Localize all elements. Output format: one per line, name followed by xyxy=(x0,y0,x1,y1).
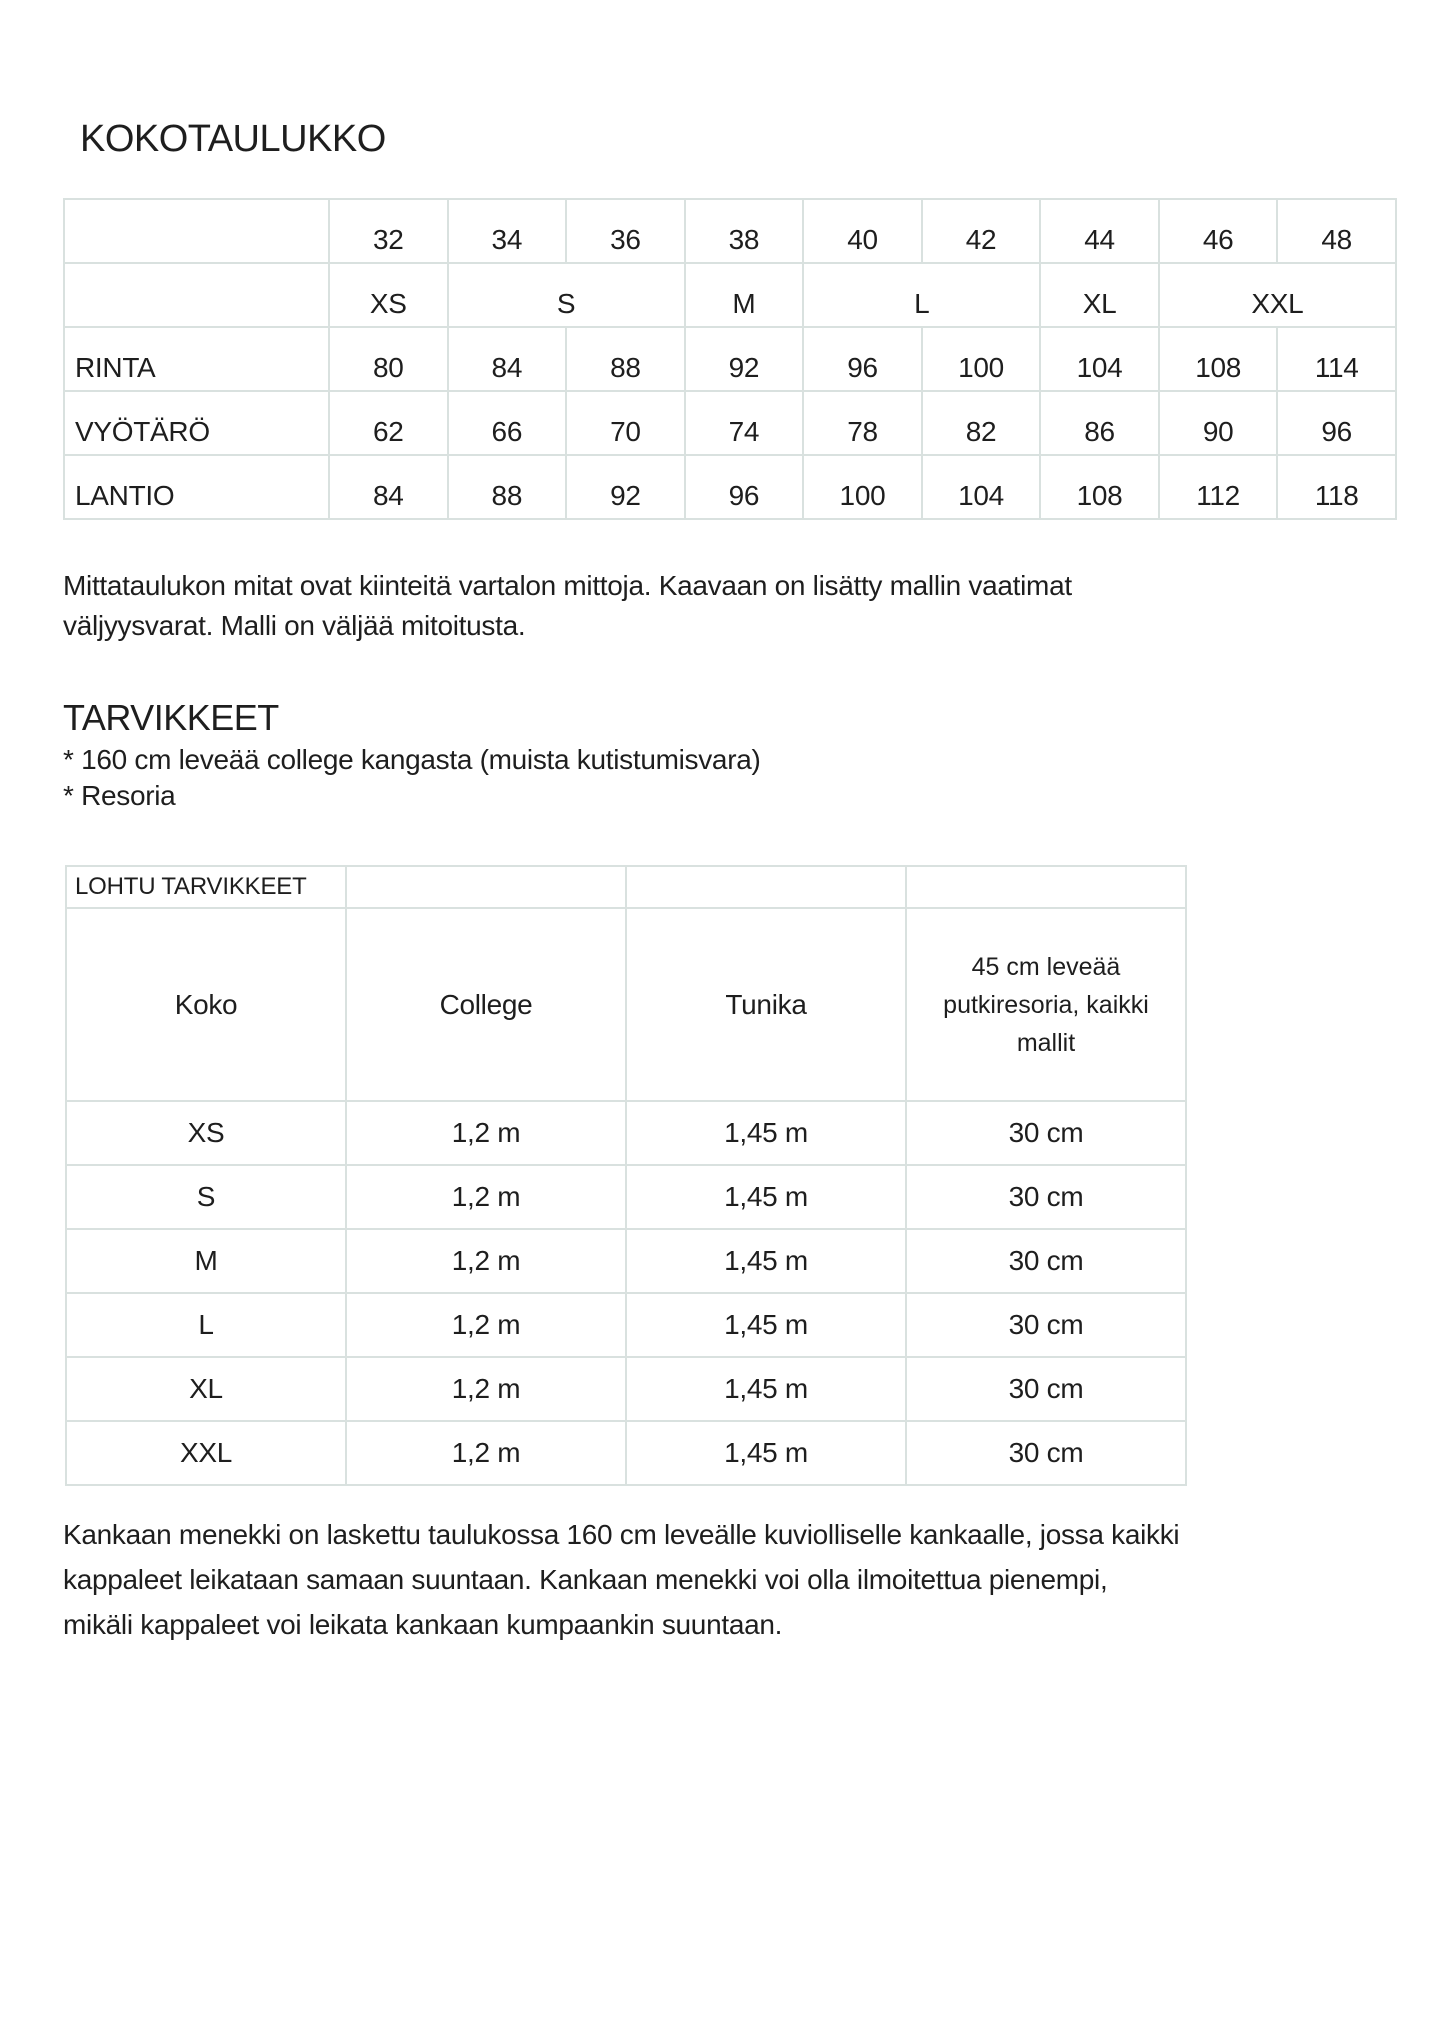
measurement-value-cell: 96 xyxy=(685,455,804,519)
size-number-header-cell: 44 xyxy=(1040,199,1159,263)
size-table-body xyxy=(64,199,1396,519)
fabric-value-cell: 1,45 m xyxy=(626,1229,906,1293)
measurement-value-cell: 74 xyxy=(685,391,804,455)
measurement-value-cell: 100 xyxy=(922,327,1041,391)
supplies-heading: TARVIKKEET xyxy=(63,697,279,738)
measurement-value-cell: 108 xyxy=(1159,327,1278,391)
fabric-value-cell: 1,45 m xyxy=(626,1357,906,1421)
size-letter-header-cell: M xyxy=(685,263,804,327)
measurement-value-cell: 104 xyxy=(922,455,1041,519)
measurement-value-cell: 108 xyxy=(1040,455,1159,519)
fabric-value-cell: 1,45 m xyxy=(626,1165,906,1229)
measurement-value-cell: 96 xyxy=(803,327,922,391)
measurement-value-cell: 66 xyxy=(448,391,567,455)
fabric-value-cell: 1,45 m xyxy=(626,1101,906,1165)
fabric-consumption-note-line: Kankaan menekki on laskettu taulukossa 160 cm leveälle kuviolliselle kankaalle, jossa kaikki xyxy=(63,1519,1180,1550)
fabric-value-cell: 1,2 m xyxy=(346,1293,626,1357)
measurement-label-cell: RINTA xyxy=(64,327,329,391)
fabric-data-row xyxy=(66,1357,1186,1421)
measurement-note-line: Mittataulukon mitat ovat kiinteitä vartalon mittoja. Kaavaan on lisätty mallin vaatimat xyxy=(63,570,1072,601)
fabric-title-empty-cell xyxy=(346,866,626,908)
measurement-value-cell: 78 xyxy=(803,391,922,455)
fabric-value-cell: 1,2 m xyxy=(346,1421,626,1485)
fabric-value-cell: 30 cm xyxy=(906,1293,1186,1357)
size-number-header-cell: 40 xyxy=(803,199,922,263)
fabric-title-row xyxy=(66,866,1186,908)
fabric-value-cell: 1,45 m xyxy=(626,1293,906,1357)
size-letter-header-cell: L xyxy=(803,263,1040,327)
measurement-value-cell: 84 xyxy=(448,327,567,391)
fabric-consumption-note xyxy=(63,1512,1179,1647)
fabric-data-row xyxy=(66,1165,1186,1229)
measurement-value-cell: 104 xyxy=(1040,327,1159,391)
size-table-container xyxy=(63,198,1397,520)
measurement-value-cell: 92 xyxy=(566,455,685,519)
fabric-header-row xyxy=(66,908,1186,1101)
fabric-consumption-note-line: mikäli kappaleet voi leikata kankaan kumpaankin suuntaan. xyxy=(63,1609,783,1640)
fabric-data-row xyxy=(66,1421,1186,1485)
fabric-value-cell: 1,2 m xyxy=(346,1229,626,1293)
fabric-size-cell: S xyxy=(66,1165,346,1229)
measurement-row xyxy=(64,455,1396,519)
fabric-size-cell: XS xyxy=(66,1101,346,1165)
measurement-value-cell: 88 xyxy=(566,327,685,391)
measurement-value-cell: 90 xyxy=(1159,391,1278,455)
page-title: KOKOTAULUKKO xyxy=(80,118,386,160)
fabric-data-row xyxy=(66,1101,1186,1165)
measurement-value-cell: 114 xyxy=(1277,327,1396,391)
measurement-value-cell: 84 xyxy=(329,455,448,519)
size-table-corner-cell xyxy=(64,263,329,327)
fabric-value-cell: 30 cm xyxy=(906,1357,1186,1421)
fabric-data-row xyxy=(66,1229,1186,1293)
fabric-table xyxy=(65,865,1187,1486)
fabric-value-cell: 30 cm xyxy=(906,1229,1186,1293)
measurement-value-cell: 88 xyxy=(448,455,567,519)
measurement-row xyxy=(64,391,1396,455)
measurement-label-cell: LANTIO xyxy=(64,455,329,519)
size-number-header-cell: 48 xyxy=(1277,199,1396,263)
size-number-header-cell: 36 xyxy=(566,199,685,263)
fabric-data-row xyxy=(66,1293,1186,1357)
size-letter-header-row xyxy=(64,263,1396,327)
fabric-header-cell: College xyxy=(346,908,626,1101)
fabric-size-cell: XXL xyxy=(66,1421,346,1485)
fabric-value-cell: 30 cm xyxy=(906,1101,1186,1165)
size-letter-header-cell: XS xyxy=(329,263,448,327)
size-number-header-cell: 46 xyxy=(1159,199,1278,263)
size-table xyxy=(63,198,1397,520)
fabric-size-cell: XL xyxy=(66,1357,346,1421)
measurement-note xyxy=(63,566,1072,646)
measurement-value-cell: 82 xyxy=(922,391,1041,455)
supplies-list xyxy=(63,742,761,814)
fabric-title-empty-cell xyxy=(626,866,906,908)
fabric-value-cell: 1,2 m xyxy=(346,1165,626,1229)
fabric-value-cell: 30 cm xyxy=(906,1421,1186,1485)
measurement-row xyxy=(64,327,1396,391)
supplies-list-item: * Resoria xyxy=(63,780,176,811)
size-number-header-cell: 32 xyxy=(329,199,448,263)
size-number-header-cell: 42 xyxy=(922,199,1041,263)
fabric-value-cell: 1,2 m xyxy=(346,1357,626,1421)
size-number-header-row xyxy=(64,199,1396,263)
fabric-consumption-note-line: kappaleet leikataan samaan suuntaan. Kankaan menekki voi olla ilmoitettua pienempi, xyxy=(63,1564,1108,1595)
fabric-header-cell: Tunika xyxy=(626,908,906,1101)
fabric-size-cell: M xyxy=(66,1229,346,1293)
measurement-value-cell: 86 xyxy=(1040,391,1159,455)
fabric-header-cell: Koko xyxy=(66,908,346,1101)
fabric-table-title-cell: LOHTU TARVIKKEET xyxy=(66,866,346,908)
size-letter-header-cell: XXL xyxy=(1159,263,1396,327)
measurement-value-cell: 92 xyxy=(685,327,804,391)
fabric-table-body xyxy=(66,866,1186,1485)
fabric-value-cell: 1,2 m xyxy=(346,1101,626,1165)
size-letter-header-cell: XL xyxy=(1040,263,1159,327)
measurement-value-cell: 80 xyxy=(329,327,448,391)
measurement-note-line: väljyysvarat. Malli on väljää mitoitusta. xyxy=(63,610,526,641)
measurement-value-cell: 112 xyxy=(1159,455,1278,519)
measurement-value-cell: 100 xyxy=(803,455,922,519)
size-letter-header-cell: S xyxy=(448,263,685,327)
measurement-label-cell: VYÖTÄRÖ xyxy=(64,391,329,455)
supplies-list-item: * 160 cm leveää college kangasta (muista kutistumisvara) xyxy=(63,744,761,775)
fabric-header-cell: 45 cm leveää putkiresoria, kaikki mallit xyxy=(906,908,1186,1101)
size-number-header-cell: 34 xyxy=(448,199,567,263)
size-number-header-cell: 38 xyxy=(685,199,804,263)
measurement-value-cell: 118 xyxy=(1277,455,1396,519)
fabric-table-container xyxy=(65,865,1187,1486)
fabric-title-empty-cell xyxy=(906,866,1186,908)
size-table-corner-cell xyxy=(64,199,329,263)
measurement-value-cell: 62 xyxy=(329,391,448,455)
measurement-value-cell: 96 xyxy=(1277,391,1396,455)
measurement-value-cell: 70 xyxy=(566,391,685,455)
fabric-size-cell: L xyxy=(66,1293,346,1357)
fabric-value-cell: 1,45 m xyxy=(626,1421,906,1485)
fabric-value-cell: 30 cm xyxy=(906,1165,1186,1229)
